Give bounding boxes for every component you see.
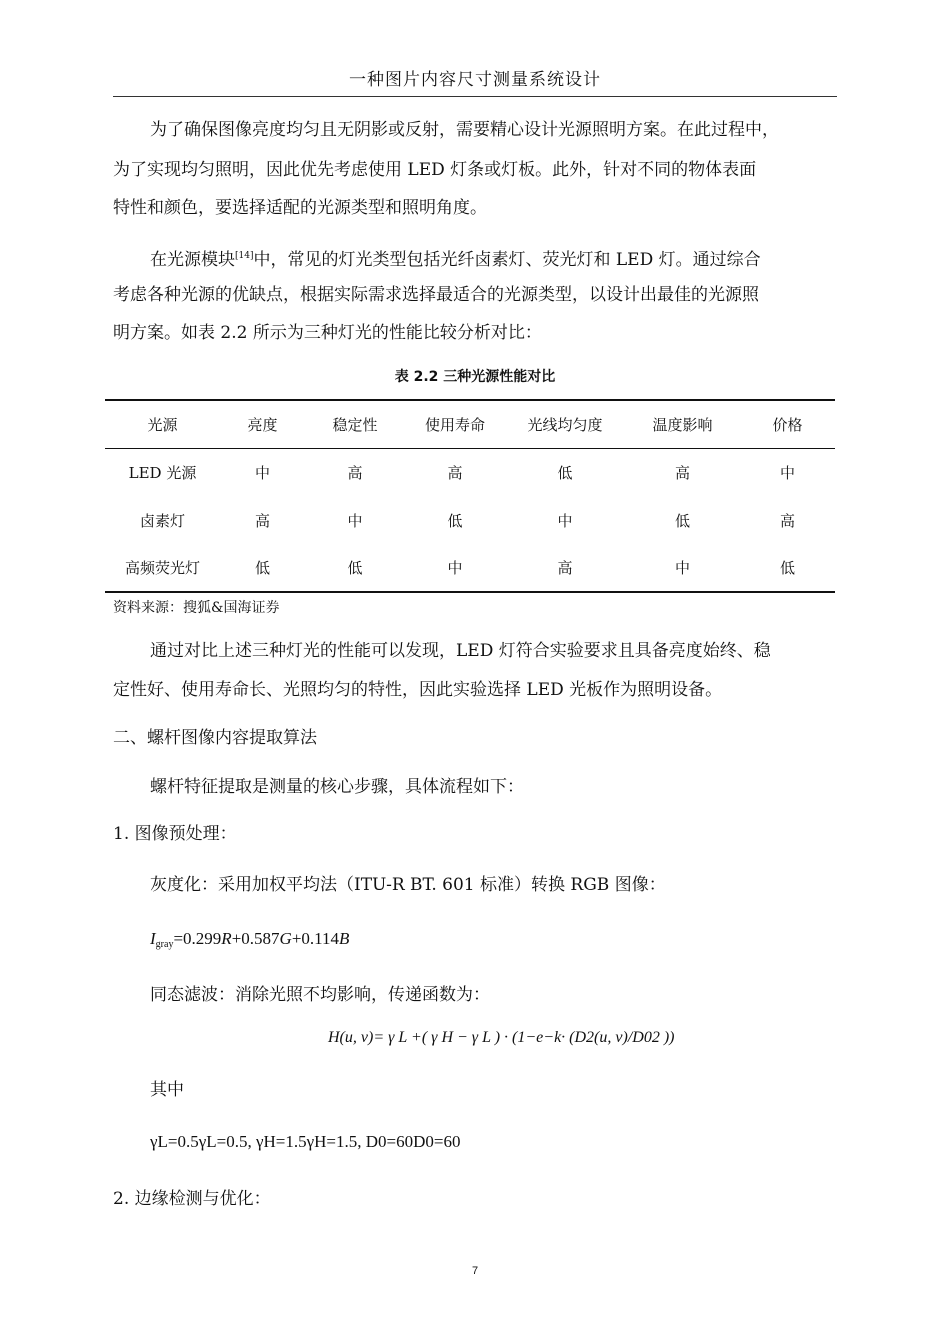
table-cell: 中 [557, 511, 573, 530]
page-number: 7 [471, 1265, 479, 1277]
table-header-cell: 光线均匀度 [505, 400, 625, 448]
paragraph-line: 为了确保图像亮度均匀且无阴影或反射，需要精心设计光源照明方案。在此过程中， [150, 120, 779, 140]
table-source-note: 资料来源：搜狐&国海证券 [113, 600, 280, 616]
table-row [105, 544, 835, 592]
table-cell: 中 [779, 463, 795, 482]
formula-symbol: B [339, 929, 350, 948]
formula-text: +0.587 [231, 929, 280, 948]
table-cell: 中 [254, 463, 270, 482]
paragraph-line: 灰度化：采用加权平均法（ITU-R BT. 601 标准）转换 RGB 图像： [150, 875, 666, 895]
paragraph-text: 在光源模块 [150, 250, 235, 270]
parameter-formula: γL=0.5γL=0.5, γH=1.5γH=1.5, D0=60D0=60 [150, 1132, 461, 1151]
table-cell: 高 [347, 463, 363, 482]
table-cell: 高 [254, 511, 270, 530]
paragraph-line: 通过对比上述三种灯光的性能可以发现，LED 灯符合实验要求且具备亮度始终、稳 [150, 641, 771, 661]
table-caption: 表 2.2 三种光源性能对比 [394, 369, 556, 385]
formula-subscript: gray [155, 939, 174, 950]
formula-symbol: G [279, 929, 292, 948]
table-cell: 中 [347, 511, 363, 530]
table-cell: 高 [779, 511, 795, 530]
table-header-cell: 亮度 [220, 400, 305, 448]
light-source-comparison-table [105, 399, 835, 593]
formula-text: +0.114 [291, 929, 340, 948]
grayscale-formula [150, 929, 349, 950]
table-cell: 高频荧光灯 [124, 559, 200, 577]
paragraph-line [150, 244, 761, 272]
step-heading: 2. 边缘检测与优化： [113, 1189, 271, 1209]
formula-symbol: R [221, 929, 232, 948]
table-cell: 低 [347, 559, 363, 577]
paragraph-line: 其中 [150, 1080, 184, 1100]
paragraph-line: 考虑各种光源的优缺点，根据实际需求选择最适合的光源类型，以设计出最佳的光源照 [113, 285, 759, 305]
formula-symbol: I [150, 929, 156, 948]
table-header-cell: 光源 [105, 400, 220, 448]
formula-text: =0.299 [173, 929, 222, 948]
step-heading: 1. 图像预处理： [113, 824, 237, 844]
table-header-cell: 价格 [740, 400, 835, 448]
paragraph-line: 特性和颜色，要选择适配的光源类型和照明角度。 [113, 198, 487, 218]
table-header-row [105, 400, 835, 448]
table-header-cell: 温度影响 [625, 400, 740, 448]
table-cell: 高 [557, 559, 573, 577]
table-cell: 中 [674, 559, 690, 577]
table-cell: 卤素灯 [139, 511, 185, 530]
table-cell: 低 [557, 463, 573, 482]
table-cell: LED 光源 [128, 463, 197, 482]
table-row [105, 448, 835, 496]
table-cell: 中 [447, 559, 463, 577]
paragraph-line: 螺杆特征提取是测量的核心步骤，具体流程如下： [150, 777, 524, 797]
paragraph-text: 中，常见的灯光类型包括光纤卤素灯、荧光灯和 LED 灯。通过综合 [253, 250, 761, 270]
table-cell: 高 [447, 463, 463, 482]
citation-ref: [14] [235, 251, 254, 261]
homomorphic-filter-formula: H(u, v)= γ L +( γ H − γ L ) · (1−e−k· (D2(u, v)/D02 )) [328, 1029, 675, 1046]
table-cell: 低 [254, 559, 270, 577]
paragraph-line: 明方案。如表 2.2 所示为三种灯光的性能比较分析对比： [113, 323, 542, 343]
table-header-cell: 使用寿命 [405, 400, 505, 448]
table-cell: 低 [447, 511, 463, 530]
paragraph-line: 同态滤波：消除光照不均影响，传递函数为： [150, 985, 490, 1005]
table-cell: 高 [674, 463, 690, 482]
paragraph-line: 定性好、使用寿命长、光照均匀的特性，因此实验选择 LED 光板作为照明设备。 [113, 680, 723, 700]
table-header-cell: 稳定性 [305, 400, 405, 448]
table-row [105, 496, 835, 544]
running-header: 一种图片内容尺寸测量系统设计 [113, 66, 837, 97]
table-cell: 低 [779, 559, 795, 577]
section-heading: 二、螺杆图像内容提取算法 [113, 728, 317, 748]
paragraph-line: 为了实现均匀照明，因此优先考虑使用 LED 灯条或灯板。此外，针对不同的物体表面 [113, 160, 757, 180]
table-cell: 低 [674, 511, 690, 530]
